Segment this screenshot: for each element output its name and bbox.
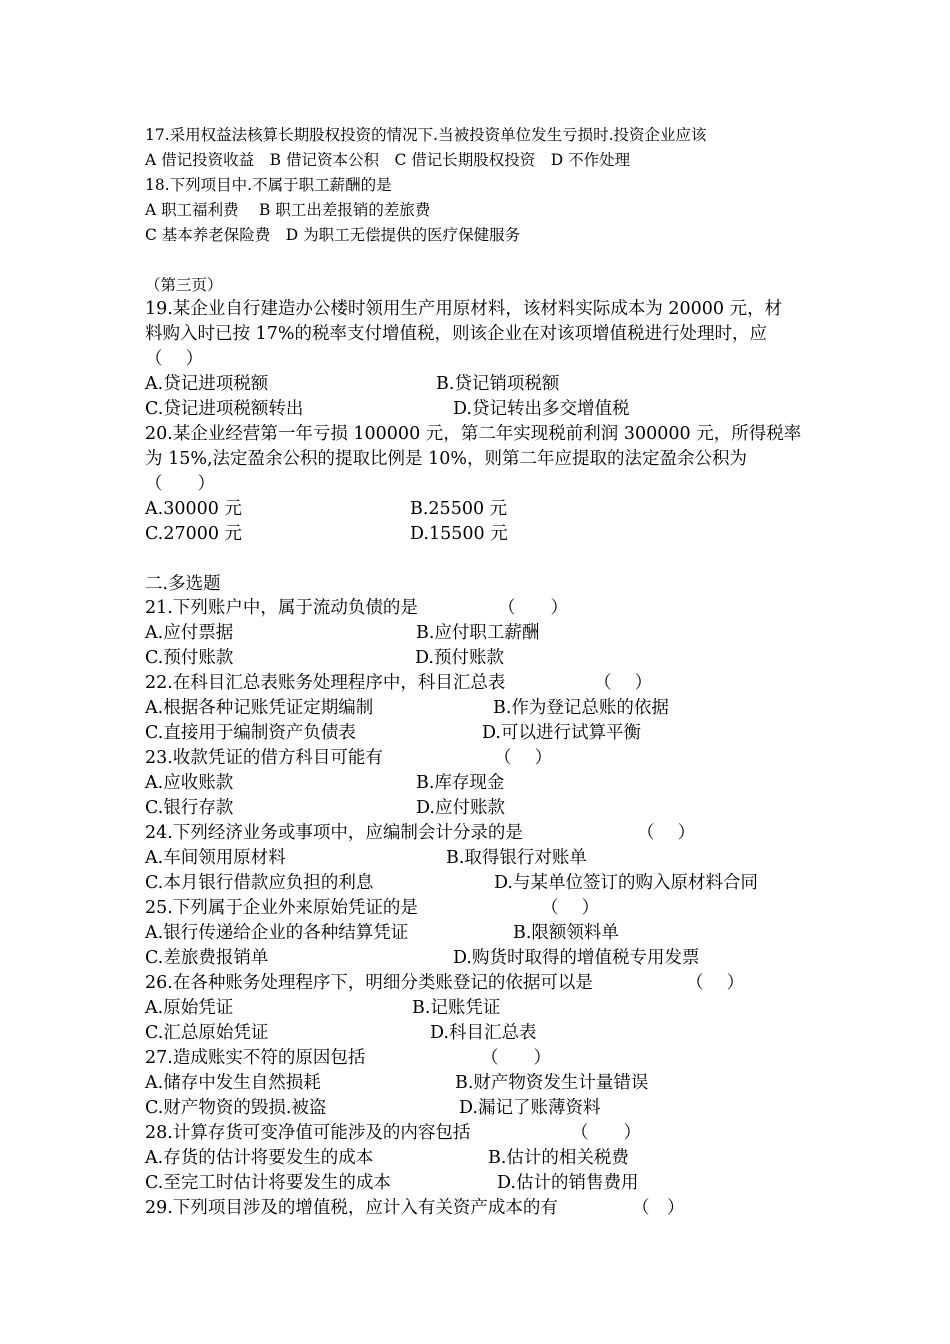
q20-stem-line1: 20.某企业经营第一年亏损 100000 元，第二年实现税前利润 300000 元，所得税率 [145, 424, 802, 444]
q28-option-d: D.估计的销售费用 [497, 1173, 639, 1193]
q19-option-d: D.贷记转出多交增值税 [453, 399, 630, 419]
q20-stem-line2: 为 15%,法定盈余公积的提取比例是 10%，则第二年应提取的法定盈余公积为 [145, 449, 747, 469]
q21-bracket: （ ） [498, 598, 568, 618]
q27-option-c: C.财产物资的毁损.被盗 [145, 1098, 327, 1118]
q23-option-b: B.库存现金 [416, 773, 505, 793]
q21-option-b: B.应付职工薪酬 [416, 623, 540, 643]
q20-option-d: D.15500 元 [410, 524, 508, 544]
q25-option-d: D.购货时取得的增值税专用发票 [453, 948, 700, 968]
q25-option-c: C.差旅费报销单 [145, 948, 269, 968]
q18-options-line2: C 基本养老保险费 D 为职工无偿提供的医疗保健服务 [145, 226, 521, 244]
q25-bracket: （ ） [541, 898, 600, 918]
q22-bracket: （ ） [594, 673, 653, 693]
q19-option-b: B.贷记销项税额 [436, 374, 560, 394]
q29-bracket: （ ） [632, 1198, 685, 1218]
q23-bracket: （ ） [494, 748, 553, 768]
q20-option-b: B.25500 元 [410, 499, 508, 519]
q26-bracket: （ ） [686, 973, 745, 993]
q22-option-c: C.直接用于编制资产负债表 [145, 723, 356, 743]
q24-bracket: （ ） [637, 823, 696, 843]
q19-option-c: C.贷记进项税额转出 [145, 399, 304, 419]
q23-option-d: D.应付账款 [416, 798, 505, 818]
q20-option-a: A.30000 元 [145, 499, 242, 519]
q18-options-line1: A 职工福利费 B 职工出差报销的差旅费 [145, 201, 431, 219]
q24-option-d: D.与某单位签订的购入原材料合同 [494, 873, 758, 893]
q25-option-a: A.银行传递给企业的各种结算凭证 [145, 923, 409, 943]
q23-option-a: A.应收账款 [145, 773, 234, 793]
q18-stem: 18.下列项目中.不属于职工薪酬的是 [145, 176, 392, 194]
q22-option-b: B.作为登记总账的依据 [493, 698, 669, 718]
q22-option-d: D.可以进行试算平衡 [482, 723, 641, 743]
q26-option-c: C.汇总原始凭证 [145, 1023, 269, 1043]
q19-stem-line1: 19.某企业自行建造办公楼时领用生产用原材料，该材料实际成本为 20000 元，材 [145, 299, 783, 319]
q28-option-b: B.估计的相关税费 [488, 1148, 629, 1168]
q27-stem: 27.造成账实不符的原因包括 [145, 1048, 366, 1068]
q26-option-a: A.原始凭证 [145, 998, 234, 1018]
q21-option-d: D.预付账款 [415, 648, 504, 668]
q27-option-d: D.漏记了账薄资料 [459, 1098, 601, 1118]
page-label: （第三页） [145, 276, 223, 294]
q21-option-c: C.预付账款 [145, 648, 234, 668]
q26-stem: 26.在各种账务处理程序下，明细分类账登记的依据可以是 [145, 973, 593, 993]
q26-option-d: D.科目汇总表 [430, 1023, 537, 1043]
q22-option-a: A.根据各种记账凭证定期编制 [145, 698, 374, 718]
q19-bracket: （ ） [145, 349, 204, 369]
q27-bracket: （ ） [481, 1048, 551, 1068]
q26-option-b: B.记账凭证 [412, 998, 501, 1018]
q21-stem: 21.下列账户中，属于流动负债的是 [145, 598, 418, 618]
q25-stem: 25.下列属于企业外来原始凭证的是 [145, 898, 418, 918]
q20-option-c: C.27000 元 [145, 524, 243, 544]
q23-stem: 23.收款凭证的借方科目可能有 [145, 748, 383, 768]
q17-options: A 借记投资收益 B 借记资本公积 C 借记长期股权投资 D 不作处理 [145, 151, 631, 169]
q24-option-b: B.取得银行对账单 [446, 848, 587, 868]
q19-option-a: A.贷记进项税额 [145, 374, 269, 394]
q28-bracket: （ ） [571, 1123, 641, 1143]
q27-option-a: A.储存中发生自然损耗 [145, 1073, 321, 1093]
q24-stem: 24.下列经济业务或事项中，应编制会计分录的是 [145, 823, 523, 843]
q23-option-c: C.银行存款 [145, 798, 234, 818]
section-multiple-choice: 二.多选题 [145, 574, 221, 594]
q22-stem: 22.在科目汇总表账务处理程序中，科目汇总表 [145, 673, 506, 693]
q28-option-c: C.至完工时估计将要发生的成本 [145, 1173, 391, 1193]
q25-option-b: B.限额领料单 [513, 923, 619, 943]
q19-stem-line2: 料购入时已按 17%的税率支付增值税，则该企业在对该项增值税进行处理时，应 [145, 324, 767, 344]
q28-option-a: A.存货的估计将要发生的成本 [145, 1148, 374, 1168]
q29-stem: 29.下列项目涉及的增值税，应计入有关资产成本的有 [145, 1198, 558, 1218]
q20-bracket: （ ） [145, 474, 215, 494]
q24-option-a: A.车间领用原材料 [145, 848, 286, 868]
q27-option-b: B.财产物资发生计量错误 [455, 1073, 649, 1093]
q28-stem: 28.计算存货可变净值可能涉及的内容包括 [145, 1123, 471, 1143]
q24-option-c: C.本月银行借款应负担的利息 [145, 873, 374, 893]
q17-stem: 17.采用权益法核算长期股权投资的情况下.当被投资单位发生亏损时.投资企业应该 [145, 126, 707, 144]
q21-option-a: A.应付票据 [145, 623, 234, 643]
